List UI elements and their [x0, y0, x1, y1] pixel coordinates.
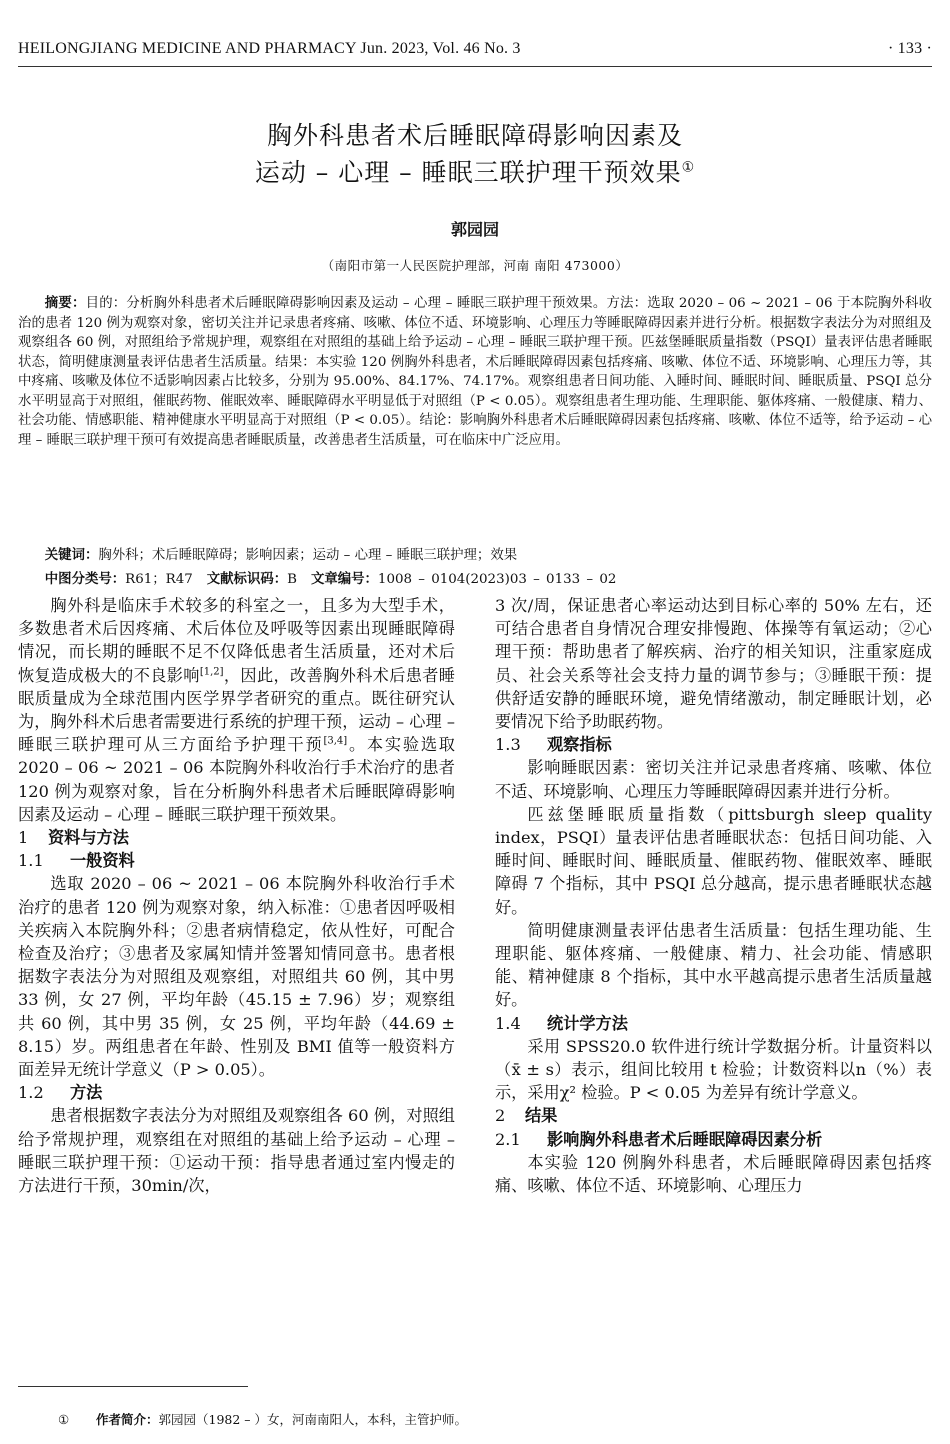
body-paragraph: 简明健康测量表评估患者生活质量：包括生理功能、生理职能、躯体疼痛、一般健康、精力、社会功能、情感职能、精神健康 8 个指标，其中水平越高提示患者生活质量越好。	[495, 920, 932, 1010]
footnote	[58, 1410, 467, 1428]
keywords	[18, 544, 932, 563]
subsection-heading: 1.4 统计学方法	[495, 1013, 628, 1033]
author-affiliation: （南阳市第一人民医院护理部，河南 南阳 473000）	[321, 258, 629, 273]
footnote-label: 作者简介：	[96, 1412, 159, 1427]
citation: [3,4]	[323, 735, 348, 747]
abstract-label: 摘要：	[44, 296, 86, 311]
citation: [1,2]	[199, 666, 224, 678]
section-heading: 1 资料与方法	[18, 828, 129, 848]
keywords-label: 关键词：	[44, 548, 99, 563]
article-number: 1008 – 0104(2023)03 – 0133 – 02	[377, 572, 617, 587]
body-paragraph: 3 次/周，保证患者心率运动达到目标心率的 50% 左右，还可结合患者自身情况合理安排慢跑、体操等有氧运动；②心理干预：帮助患者了解疾病、治疗的相关知识，注重家庭成员、社会关系等社会支持力量的调节参与；③睡眠干预：提供舒适安静的睡眠环境，避免情绪激动，制定睡眠计划，必要情况下给予助眠药物。	[495, 596, 932, 732]
body-paragraph: 匹兹堡睡眠质量指数（pittsburgh sleep quality index，PSQI）量表评估患者睡眠状态：包括日间功能、入睡时间、睡眠时间、睡眠质量、催眠药物、催眠效率、睡眠障碍 7 个指标，其中 PSQI 总分越高，提示患者睡眠状态越好。	[495, 804, 932, 917]
author-name: 郭园园	[450, 220, 499, 239]
body-paragraph: 本实验 120 例胸外科患者，术后睡眠障碍因素包括疼痛、咳嗽、体位不适、环境影响、心理压力	[495, 1152, 932, 1196]
body-paragraph: 采用 SPSS20.0 软件进行统计学数据分析。计量资料以（x̄ ± s）表示，组间比较用 t 检验；计数资料以n（%）表示，采用χ² 检验。P < 0.05 为差异有统计学意义。	[495, 1036, 932, 1103]
footnote-rule	[18, 1386, 248, 1387]
body-paragraph: 患者根据数字表法分为对照组及观察组各 60 例，对照组给予常规护理，观察组在对照组的基础上给予运动 – 心理 – 睡眠三联护理干预：①运动干预：指导患者通过室内慢走的方法进行干预，30min/次，	[18, 1106, 455, 1196]
subsection-heading: 1.3 观察指标	[495, 735, 612, 755]
body-paragraph: 选取 2020 – 06 ~ 2021 – 06 本院胸外科收治行手术治疗的患者 120 例为观察对象，纳入标准：①患者因呼吸相关疾病入本院胸外科；②患者病情稳定，依从性好，可配合检查及治疗；③患者及家属知情并签署知情同意书。患者根据数字表法分为对照组及观察组，对照组共 60 例，其中男 33 例，女 27 例，平均年龄（45.15 ± 7.96）岁；观察组共 60 例，其中男 35 例，女 25 例，平均年龄（44.69 ± 8.15）岁。两组患者在年龄、性别及 BMI 值等一般资料方面差异无统计学意义（P > 0.05）。	[18, 874, 455, 1080]
body-paragraph: 影响睡眠因素：密切关注并记录患者疼痛、咳嗽、体位不适、环境影响、心理压力等睡眠障碍因素并进行分析。	[495, 758, 932, 801]
subsection-heading: 2.1 影响胸外科患者术后睡眠障碍因素分析	[495, 1129, 823, 1149]
subsection-heading: 1.2 方法	[18, 1083, 103, 1103]
keywords-text: 胸外科；术后睡眠障碍；影响因素；运动 – 心理 – 睡眠三联护理；效果	[98, 548, 518, 563]
abstract-text: 目的：分析胸外科患者术后睡眠障碍影响因素及运动 – 心理 – 睡眠三联护理干预效果。方法：选取 2020 – 06 ~ 2021 – 06 于本院胸外科收治的患者 120 例为观察对象，密切关注并记录患者疼痛、咳嗽、体位不适、环境影响、心理压力等睡眠障碍因素并进行分析。根据数字表法分为对照组及观察组各 60 例，对照组给予常规护理，观察组在对照组的基础上给予运动 – 心理 – 睡眠三联护理干预。匹兹堡睡眠质量指数（PSQI）量表评估患者睡眠状态，简明健康测量表评估患者生活质量。结果：本实验 120 例胸外科患者，术后睡眠障碍因素包括疼痛、咳嗽、体位不适、环境影响、心理压力等，其中疼痛、咳嗽及体位不适影响因素占比较多，分别为 95.00%、84.17%、74.17%。观察组患者日间功能、入睡时间、睡眠时间、睡眠质量、PSQI 总分水平明显高于对照组，催眠药物、催眠效率、睡眠障碍水平明显低于对照组（P < 0.05）。观察组患者生理功能、生理职能、躯体疼痛、一般健康、精力、社会功能、情感职能、精神健康水平明显高于对照组（P < 0.05）。结论：影响胸外科患者术后睡眠障碍因素包括疼痛、咳嗽、体位不适等，给予运动 – 心理 – 睡眠三联护理干预可有效提高患者睡眠质量，改善患者生活质量，可在临床中广泛应用。	[18, 296, 933, 448]
article-title-line-1: 胸外科患者术后睡眠障碍影响因素及	[266, 121, 683, 150]
footnote-mark: ①	[58, 1412, 70, 1427]
document-code: B	[287, 572, 297, 587]
section-heading: 2 结果	[495, 1106, 558, 1126]
journal-info: HEILONGJIANG MEDICINE AND PHARMACY Jun. 2023, Vol. 46 No. 3	[18, 40, 521, 57]
page-number: · 133 ·	[887, 40, 932, 57]
subsection-heading: 1.1 一般资料	[18, 851, 135, 871]
introduction-paragraph: 胸外科是临床手术较多的科室之一，且多为大型手术，多数患者术后因疼痛、术后体位及呼吸等因素出现睡眠障碍情况，而长期的睡眠不足不仅降低患者生活质量，还对术后恢复造成极大的不良影响[1,2]，因此，改善胸外科术后患者睡眠质量成为全球范围内医学界学者研究的重点。既往研究认为，胸外科术后患者需要进行系统的护理干预，运动 – 心理 – 睡眠三联护理可从三方面给予护理干预[3,4]。本实验选取 2020 – 06 ~ 2021 – 06 本院胸外科收治行手术治疗的患者 120 例为观察对象，旨在分析胸外科患者术后睡眠障碍影响因素及运动 – 心理 – 睡眠三联护理干预效果。	[18, 596, 455, 824]
title-note-mark: ①	[681, 159, 696, 176]
footnote-text: 郭园园（1982 – ）女，河南南阳人，本科，主管护师。	[158, 1412, 468, 1427]
right-column	[495, 594, 932, 1197]
classification-info: 中图分类号：R61；R47 文献标识码：B 文章编号：1008 – 0104(2023)03 – 0133 – 02	[44, 572, 617, 587]
running-header	[18, 40, 932, 67]
abstract	[18, 294, 932, 450]
left-column	[18, 594, 455, 1197]
clc-number: R61；R47	[125, 572, 193, 587]
article-title-line-2: 运动 – 心理 – 睡眠三联护理干预效果①	[254, 158, 696, 187]
